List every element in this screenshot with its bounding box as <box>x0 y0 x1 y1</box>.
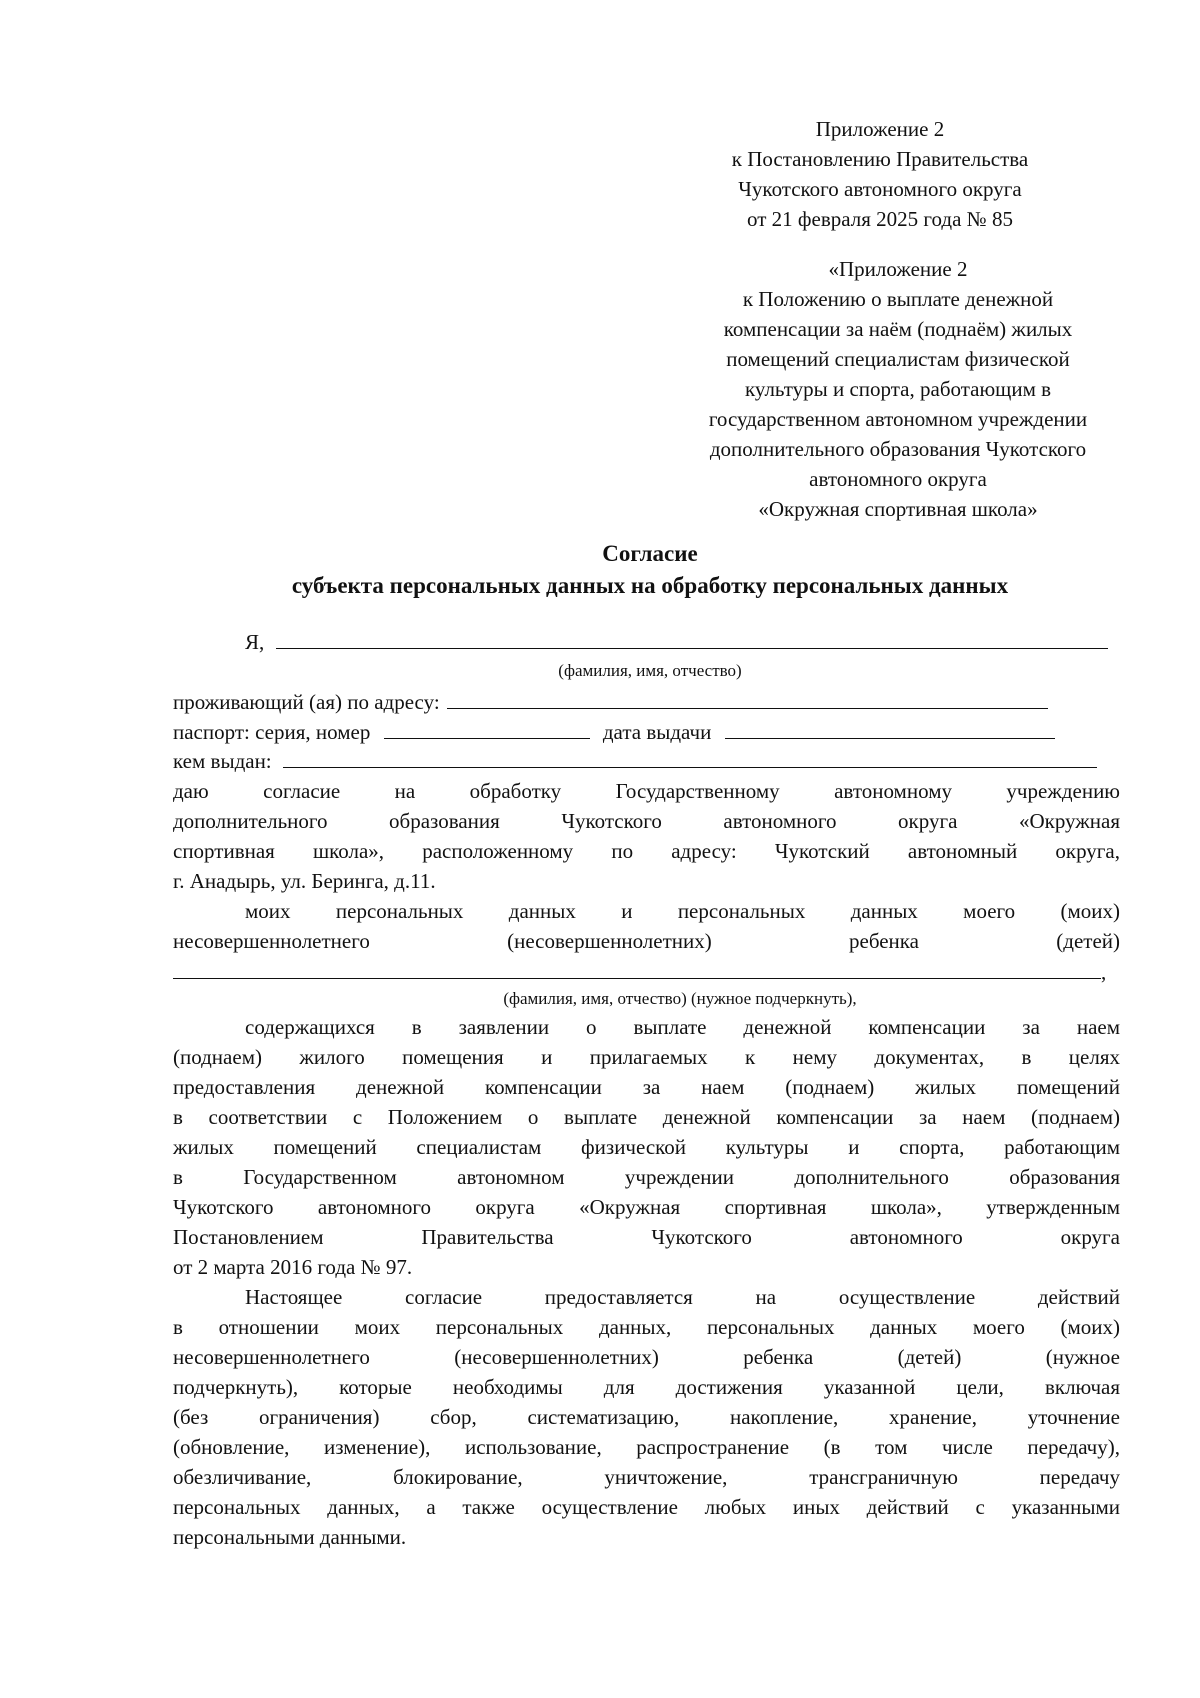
consent-line: г. Анадырь, ул. Беринга, д.11. <box>173 869 436 893</box>
attachment-line: автономного округа <box>809 467 987 491</box>
attachment-line: «Окружная спортивная школа» <box>758 497 1038 521</box>
actions-paragraph <box>173 1282 1120 1552</box>
passport-number-field[interactable] <box>384 716 590 739</box>
attachment-line: культуры и спорта, работающим в <box>744 377 1052 401</box>
purpose-line: от 2 марта 2016 года № 97. <box>173 1255 413 1279</box>
consent-paragraph <box>173 776 1120 896</box>
actions-line: персональными данными. <box>173 1525 407 1549</box>
issue-date-field[interactable] <box>725 716 1055 739</box>
fio-field[interactable] <box>276 626 1108 649</box>
regulation-attachment-header <box>658 254 1138 524</box>
purpose-line: в соответствии с Положением о выплате денежной компенсации за наем (поднаем) <box>173 1105 1120 1129</box>
consent-line: даю согласие на обработку Государственному автономному учреждению <box>173 779 1120 803</box>
title-line-1: Согласие <box>602 541 698 566</box>
purpose-line: содержащихся в заявлении о выплате денежной компенсации за наем <box>245 1015 1120 1039</box>
actions-line: обезличивание, блокирование, уничтожение, трансграничную передачу <box>173 1465 1120 1489</box>
passport-label: паспорт: серия, номер <box>173 720 371 744</box>
address-row <box>173 686 1120 717</box>
child-line-2-wrap <box>173 926 1120 956</box>
issued-by-label: кем выдан: <box>173 749 272 773</box>
title-line-2: субъекта персональных данных на обработку персональных данных <box>291 573 1009 598</box>
actions-line: (обновление, изменение), использование, распространение (в том числе передачу), <box>173 1435 1120 1459</box>
purpose-line: Постановлением Правительства Чукотского автономного округа <box>173 1225 1120 1249</box>
purpose-line: жилых помещений специалистам физической культуры и спорта, работающим <box>173 1135 1120 1159</box>
actions-line: персональных данных, а также осуществление любых иных действий с указанными <box>173 1495 1120 1519</box>
attachment-line: к Положению о выплате денежной <box>742 287 1054 311</box>
attachment-line: Приложение 2 <box>815 117 945 141</box>
child-line-2: несовершеннолетнего (несовершеннолетних) ребенка (детей) <box>173 929 1120 953</box>
attachment-line: помещений специалистам физической <box>726 347 1070 371</box>
issued-by-field[interactable] <box>283 745 1097 768</box>
attachment-line: дополнительного образования Чукотского <box>709 437 1087 461</box>
attachment-header <box>640 114 1120 234</box>
child-line-1: моих персональных данных и персональных данных моего (моих) <box>245 899 1120 923</box>
issued-by-row <box>173 745 1120 776</box>
child-line-1-wrap <box>245 896 1120 926</box>
actions-line: несовершеннолетнего (несовершеннолетних) ребенка (детей) (нужное <box>173 1345 1120 1369</box>
attachment-line: государственном автономном учреждении <box>708 407 1088 431</box>
purpose-line: Чукотского автономного округа «Окружная спортивная школа», утвержденным <box>173 1195 1120 1219</box>
i-label: Я, <box>245 630 265 654</box>
issue-date-label: дата выдачи <box>602 720 712 744</box>
passport-row <box>173 716 1120 747</box>
attachment-line: компенсации за наём (поднаём) жилых <box>723 317 1073 341</box>
consent-line: спортивная школа», расположенному по адресу: Чукотский автономный округа, <box>173 839 1120 863</box>
address-field[interactable] <box>447 686 1048 709</box>
child-fio-comma: , <box>1101 960 1107 984</box>
actions-line: в отношении моих персональных данных, персональных данных моего (моих) <box>173 1315 1120 1339</box>
fio-caption: (фамилия, имя, отчество) <box>558 661 742 680</box>
document-title <box>170 538 1130 602</box>
child-fio-caption: (фамилия, имя, отчество) (нужное подчеркнуть), <box>503 989 857 1008</box>
child-fio-field[interactable] <box>173 956 1101 979</box>
attachment-line: Чукотского автономного округа <box>738 177 1022 201</box>
purpose-paragraph <box>173 1012 1120 1282</box>
actions-line: (без ограничения) сбор, систематизацию, накопление, хранение, уточнение <box>173 1405 1120 1429</box>
fio-row <box>245 626 1120 657</box>
consent-line: дополнительного образования Чукотского автономного округа «Окружная <box>173 809 1120 833</box>
purpose-line: предоставления денежной компенсации за наем (поднаем) жилых помещений <box>173 1075 1120 1099</box>
attachment-line: «Приложение 2 <box>828 257 968 281</box>
child-fio-row <box>173 956 1120 987</box>
address-label: проживающий (ая) по адресу: <box>173 690 440 714</box>
actions-line: подчеркнуть), которые необходимы для достижения указанной цели, включая <box>173 1375 1120 1399</box>
actions-line: Настоящее согласие предоставляется на осуществление действий <box>245 1285 1120 1309</box>
attachment-line: от 21 февраля 2025 года № 85 <box>747 207 1013 231</box>
attachment-line: к Постановлению Правительства <box>731 147 1029 171</box>
purpose-line: в Государственном автономном учреждении дополнительного образования <box>173 1165 1120 1189</box>
purpose-line: (поднаем) жилого помещения и прилагаемых к нему документах, в целях <box>173 1045 1120 1069</box>
